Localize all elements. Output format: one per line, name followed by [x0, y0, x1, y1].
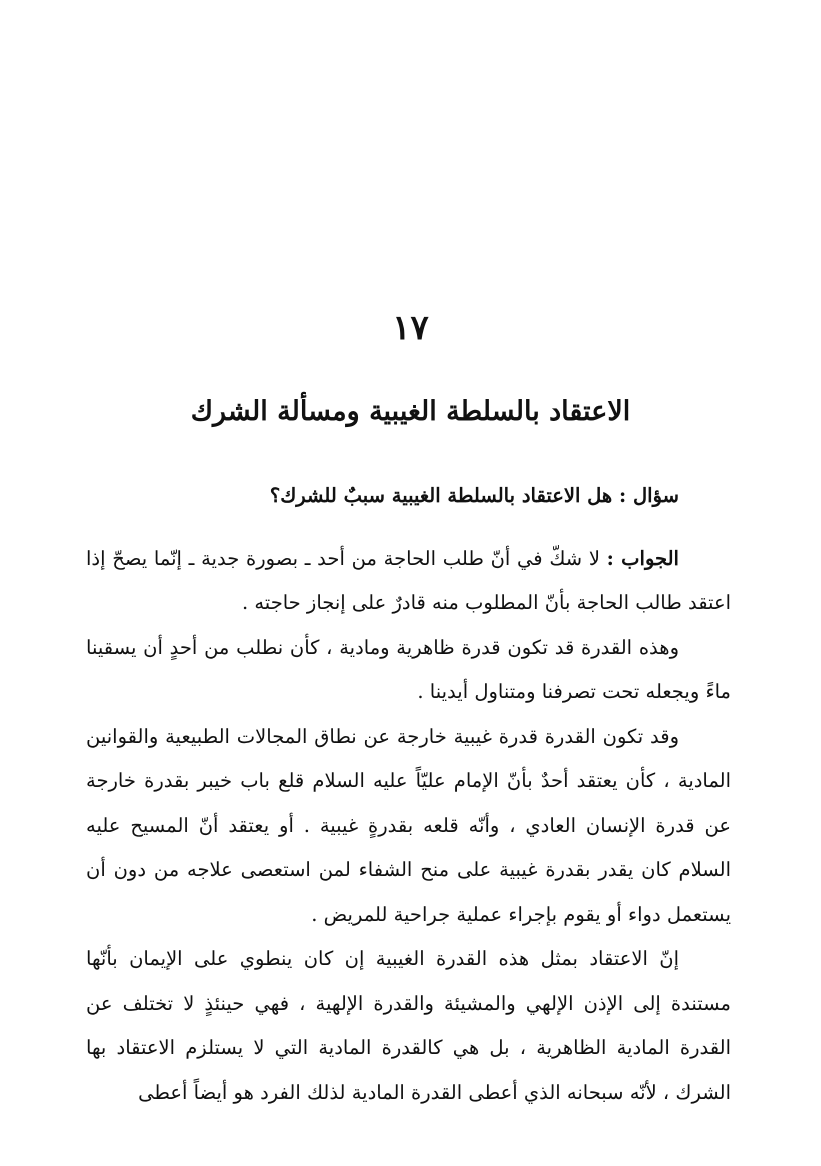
- chapter-number: ١٧: [392, 308, 429, 348]
- paragraph-3: إنّ الاعتقاد بمثل هذه القدرة الغيبية إن كان ينطوي على الإيمان بأنّها مستندة إلى الإذن الإلهي والمشيئة والقدرة الإلهية ، فهي حينئذٍ لا تختلف عن القدرة المادية الظاهرية ، بل هي كالقدرة المادية التي لا يستلزم الاعتقاد بها الشرك ، لأنّه سبحانه الذي أعطى القدرة المادية لذلك الفرد هو أيضاً أعطى: [86, 947, 731, 1104]
- paragraph-1: وهذه القدرة قد تكون قدرة ظاهرية ومادية ، كأن نطلب من أحدٍ أن يسقينا ماءً ويجعله تحت تصرفنا ومتناول أيدينا .: [86, 635, 731, 703]
- question-line: سؤال : هل الاعتقاد بالسلطة الغيبية سببٌ للشرك؟: [269, 484, 679, 507]
- body-text: [86, 474, 731, 1115]
- answer-paragraph: [86, 537, 731, 626]
- answer-label: الجواب :: [606, 546, 679, 570]
- chapter-title: الاعتقاد بالسلطة الغيبية ومسألة الشرك: [190, 396, 631, 427]
- answer-text: لا شكّ في أنّ طلب الحاجة من أحد ـ بصورة جدية ـ إنّما يصحّ إذا اعتقد طالب الحاجة بأنّ المطلوب منه قادرٌ على إنجاز حاجته .: [86, 546, 731, 614]
- paragraph-2: وقد تكون القدرة قدرة غيبية خارجة عن نطاق المجالات الطبيعية والقوانين المادية ، كأن يعتقد أحدٌ بأنّ الإمام عليّاً عليه السلام قلع باب خيبر بقدرة خارجة عن قدرة الإنسان العادي ، وأنّه قلعه بقدرةٍ غيبية . أو يعتقد أنّ المسيح عليه السلام كان يقدر بقدرة غيبية على منح الشفاء لمن استعصى علاجه من دون أن يستعمل دواء أو يقوم بإجراء عملية جراحية للمريض .: [86, 724, 731, 926]
